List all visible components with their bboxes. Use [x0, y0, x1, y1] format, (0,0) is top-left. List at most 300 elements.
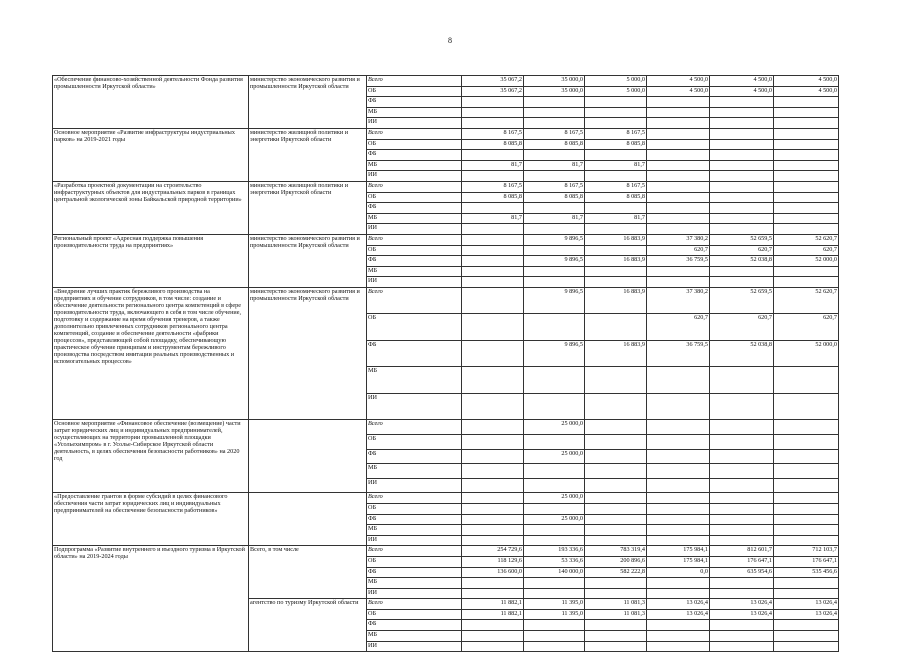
funding-source: Всего	[367, 234, 462, 245]
amount-cell	[774, 213, 839, 224]
amount-cell	[710, 514, 774, 525]
responsible-executor: министерство жилищной политики и энергетики Иркутской области	[249, 128, 367, 181]
amount-cell	[710, 503, 774, 514]
amount-cell	[647, 420, 710, 435]
responsible-executor: министерство экономического развития и промышленности Иркутской области	[249, 76, 367, 129]
amount-cell	[710, 139, 774, 150]
amount-cell	[647, 588, 710, 599]
amount-cell: 4 500,0	[647, 76, 710, 87]
amount-cell: 11 882,1	[462, 599, 524, 610]
funding-source: ОБ	[367, 86, 462, 97]
amount-cell: 118 129,6	[462, 556, 524, 567]
amount-cell	[647, 107, 710, 118]
amount-cell	[647, 367, 710, 394]
amount-cell	[774, 393, 839, 420]
funding-source: Всего	[367, 599, 462, 610]
amount-cell: 81,7	[462, 213, 524, 224]
amount-cell: 11 081,3	[585, 609, 647, 620]
amount-cell	[647, 181, 710, 192]
amount-cell: 13 026,4	[710, 599, 774, 610]
amount-cell: 35 000,0	[524, 76, 585, 87]
amount-cell	[774, 525, 839, 536]
amount-cell: 9 896,5	[524, 234, 585, 245]
amount-cell	[774, 203, 839, 214]
funding-source: МБ	[367, 578, 462, 589]
amount-cell	[710, 181, 774, 192]
amount-cell	[462, 535, 524, 546]
funding-source: ИИ	[367, 224, 462, 235]
amount-cell	[647, 171, 710, 182]
amount-cell: 620,7	[774, 314, 839, 341]
amount-cell: 52 620,7	[774, 287, 839, 314]
amount-cell: 635 954,6	[710, 567, 774, 578]
responsible-executor	[249, 420, 367, 493]
amount-cell	[462, 493, 524, 504]
amount-cell: 13 026,4	[647, 609, 710, 620]
amount-cell	[462, 245, 524, 256]
table-row	[53, 546, 839, 557]
amount-cell: 254 729,6	[462, 546, 524, 557]
amount-cell	[647, 277, 710, 288]
amount-cell	[774, 620, 839, 631]
amount-cell	[585, 514, 647, 525]
amount-cell	[585, 266, 647, 277]
amount-cell	[462, 277, 524, 288]
amount-cell	[462, 367, 524, 394]
funding-source: ОБ	[367, 192, 462, 203]
amount-cell	[710, 277, 774, 288]
amount-cell	[774, 118, 839, 129]
amount-cell: 25 000,0	[524, 420, 585, 435]
amount-cell: 25 000,0	[524, 514, 585, 525]
amount-cell	[710, 525, 774, 536]
amount-cell	[647, 150, 710, 161]
amount-cell	[647, 514, 710, 525]
amount-cell: 52 659,5	[710, 234, 774, 245]
amount-cell	[774, 493, 839, 504]
amount-cell	[524, 171, 585, 182]
amount-cell	[585, 277, 647, 288]
amount-cell	[774, 277, 839, 288]
amount-cell	[585, 420, 647, 435]
amount-cell: 13 026,4	[774, 609, 839, 620]
funding-source: ОБ	[367, 503, 462, 514]
amount-cell	[585, 493, 647, 504]
amount-cell	[585, 588, 647, 599]
funding-source: ИИ	[367, 535, 462, 546]
amount-cell	[462, 503, 524, 514]
amount-cell: 16 883,9	[585, 256, 647, 267]
amount-cell	[524, 97, 585, 108]
funding-source: ИИ	[367, 641, 462, 652]
amount-cell	[524, 641, 585, 652]
amount-cell	[585, 464, 647, 479]
amount-cell	[774, 150, 839, 161]
amount-cell: 52 038,8	[710, 256, 774, 267]
funding-source: Всего	[367, 76, 462, 87]
amount-cell: 81,7	[524, 160, 585, 171]
amount-cell	[585, 393, 647, 420]
amount-cell	[647, 139, 710, 150]
amount-cell: 11 395,0	[524, 609, 585, 620]
amount-cell	[462, 234, 524, 245]
page-number: 8	[448, 36, 452, 45]
amount-cell	[710, 224, 774, 235]
amount-cell	[647, 192, 710, 203]
amount-cell: 4 500,0	[710, 76, 774, 87]
amount-cell: 25 000,0	[524, 493, 585, 504]
amount-cell	[524, 314, 585, 341]
amount-cell	[462, 287, 524, 314]
amount-cell: 8 167,5	[524, 181, 585, 192]
amount-cell	[710, 588, 774, 599]
amount-cell: 81,7	[585, 160, 647, 171]
amount-cell: 812 601,7	[710, 546, 774, 557]
responsible-executor: министерство экономического развития и промышленности Иркутской области	[249, 287, 367, 420]
amount-cell: 37 380,2	[647, 234, 710, 245]
amount-cell	[585, 245, 647, 256]
amount-cell	[585, 434, 647, 449]
amount-cell	[710, 213, 774, 224]
amount-cell: 36 759,5	[647, 340, 710, 367]
amount-cell: 175 984,1	[647, 556, 710, 567]
amount-cell	[774, 503, 839, 514]
amount-cell	[524, 464, 585, 479]
amount-cell	[647, 213, 710, 224]
amount-cell	[774, 171, 839, 182]
amount-cell	[524, 535, 585, 546]
funding-source: ФБ	[367, 150, 462, 161]
amount-cell	[710, 150, 774, 161]
amount-cell	[585, 620, 647, 631]
amount-cell	[524, 118, 585, 129]
funding-source: Всего	[367, 287, 462, 314]
amount-cell: 9 896,5	[524, 287, 585, 314]
funding-source: ИИ	[367, 478, 462, 493]
amount-cell	[585, 107, 647, 118]
amount-cell	[647, 118, 710, 129]
amount-cell	[462, 256, 524, 267]
amount-cell	[462, 107, 524, 118]
amount-cell: 52 000,0	[774, 256, 839, 267]
amount-cell: 620,7	[647, 314, 710, 341]
amount-cell	[585, 118, 647, 129]
amount-cell: 4 500,0	[774, 76, 839, 87]
funding-source: ФБ	[367, 567, 462, 578]
amount-cell	[585, 150, 647, 161]
funding-source: ФБ	[367, 203, 462, 214]
amount-cell	[774, 535, 839, 546]
amount-cell	[585, 478, 647, 493]
amount-cell	[710, 620, 774, 631]
amount-cell	[710, 107, 774, 118]
amount-cell: 8 085,8	[462, 192, 524, 203]
amount-cell	[585, 535, 647, 546]
table-row	[53, 287, 839, 314]
funding-source: ФБ	[367, 256, 462, 267]
funding-source: ОБ	[367, 139, 462, 150]
amount-cell	[524, 393, 585, 420]
amount-cell: 176 647,1	[710, 556, 774, 567]
amount-cell: 193 336,6	[524, 546, 585, 557]
amount-cell	[647, 525, 710, 536]
funding-source: ОБ	[367, 434, 462, 449]
amount-cell: 13 026,4	[647, 599, 710, 610]
amount-cell	[585, 224, 647, 235]
amount-cell	[710, 266, 774, 277]
amount-cell	[774, 578, 839, 589]
funding-source: ОБ	[367, 609, 462, 620]
amount-cell	[774, 420, 839, 435]
amount-cell	[462, 478, 524, 493]
amount-cell	[710, 192, 774, 203]
amount-cell	[647, 464, 710, 479]
responsible-executor: министерство жилищной политики и энергетики Иркутской области	[249, 181, 367, 234]
amount-cell	[647, 578, 710, 589]
amount-cell	[774, 224, 839, 235]
amount-cell	[774, 266, 839, 277]
amount-cell: 136 600,0	[462, 567, 524, 578]
amount-cell	[774, 449, 839, 464]
amount-cell	[774, 97, 839, 108]
amount-cell: 52 620,7	[774, 234, 839, 245]
table-row	[53, 128, 839, 139]
amount-cell	[710, 578, 774, 589]
amount-cell	[774, 128, 839, 139]
amount-cell	[710, 367, 774, 394]
amount-cell	[462, 578, 524, 589]
amount-cell: 81,7	[462, 160, 524, 171]
amount-cell: 16 883,9	[585, 340, 647, 367]
amount-cell	[462, 641, 524, 652]
amount-cell	[774, 514, 839, 525]
amount-cell: 11 395,0	[524, 599, 585, 610]
funding-source: Всего	[367, 181, 462, 192]
activity-description: Подпрограмма «Развитие внутреннего и въездного туризма в Иркутской области» на 2019-2024 годы	[53, 546, 249, 652]
funding-source: ИИ	[367, 277, 462, 288]
amount-cell	[524, 203, 585, 214]
amount-cell: 620,7	[774, 245, 839, 256]
amount-cell: 11 882,1	[462, 609, 524, 620]
amount-cell	[774, 434, 839, 449]
table-row	[53, 493, 839, 504]
amount-cell: 81,7	[585, 213, 647, 224]
activity-description: Основное мероприятие «Финансовое обеспечение (возмещение) части затрат юридических лиц и индивидуальных предпринимателей, осуществляющих на территории промышленной площадки «Усольехимпром» в г. Усолье-Сибирское Иркутской области деятельность, в целях обеспечения безопасности работников» на 2020 год	[53, 420, 249, 493]
amount-cell: 8 167,5	[585, 181, 647, 192]
amount-cell	[710, 420, 774, 435]
amount-cell: 620,7	[710, 245, 774, 256]
amount-cell: 16 883,9	[585, 287, 647, 314]
amount-cell: 11 081,3	[585, 599, 647, 610]
amount-cell	[585, 171, 647, 182]
amount-cell	[647, 203, 710, 214]
responsible-executor: Всего, в том числе	[249, 546, 367, 599]
amount-cell	[462, 150, 524, 161]
amount-cell	[462, 118, 524, 129]
funding-source: МБ	[367, 266, 462, 277]
amount-cell: 8 085,8	[585, 139, 647, 150]
amount-cell	[462, 393, 524, 420]
amount-cell: 81,7	[524, 213, 585, 224]
amount-cell	[524, 588, 585, 599]
funding-source: ИИ	[367, 588, 462, 599]
amount-cell	[647, 97, 710, 108]
amount-cell	[710, 203, 774, 214]
amount-cell: 37 380,2	[647, 287, 710, 314]
activity-description: «Обеспечение финансово-хозяйственной деятельности Фонда развития промышленности Иркутской области»	[53, 76, 249, 129]
amount-cell	[774, 181, 839, 192]
amount-cell: 13 026,4	[710, 609, 774, 620]
amount-cell	[524, 578, 585, 589]
amount-cell	[524, 224, 585, 235]
amount-cell	[585, 367, 647, 394]
amount-cell	[647, 503, 710, 514]
funding-source: МБ	[367, 367, 462, 394]
amount-cell	[710, 393, 774, 420]
amount-cell: 35 067,2	[462, 76, 524, 87]
responsible-executor: агентство по туризму Иркутской области	[249, 599, 367, 652]
funding-source: ОБ	[367, 556, 462, 567]
table-row	[53, 181, 839, 192]
funding-source: ФБ	[367, 514, 462, 525]
table-row	[53, 420, 839, 435]
amount-cell	[524, 107, 585, 118]
amount-cell	[462, 525, 524, 536]
amount-cell: 5 000,0	[585, 86, 647, 97]
amount-cell	[585, 449, 647, 464]
amount-cell: 35 067,2	[462, 86, 524, 97]
funding-source: ОБ	[367, 245, 462, 256]
amount-cell: 36 759,5	[647, 256, 710, 267]
amount-cell	[710, 171, 774, 182]
amount-cell: 140 000,0	[524, 567, 585, 578]
amount-cell: 176 647,1	[774, 556, 839, 567]
activity-description: «Разработка проектной документации на строительство инфраструктурных объектов для индустриальных парков в границах центральной экологической зоны Байкальской природной территории»	[53, 181, 249, 234]
amount-cell	[524, 245, 585, 256]
amount-cell	[462, 434, 524, 449]
amount-cell	[774, 641, 839, 652]
funding-source: ИИ	[367, 118, 462, 129]
amount-cell	[462, 464, 524, 479]
amount-cell	[774, 107, 839, 118]
amount-cell	[647, 160, 710, 171]
amount-cell	[647, 449, 710, 464]
amount-cell	[462, 203, 524, 214]
amount-cell	[647, 620, 710, 631]
responsible-executor: министерство экономического развития и промышленности Иркутской области	[249, 234, 367, 287]
amount-cell	[462, 588, 524, 599]
funding-source: ФБ	[367, 620, 462, 631]
amount-cell	[647, 535, 710, 546]
amount-cell: 16 883,9	[585, 234, 647, 245]
amount-cell	[524, 620, 585, 631]
activity-description: Основное мероприятие «Развитие инфраструктуры индустриальных парков» на 2019-2021 годы	[53, 128, 249, 181]
amount-cell	[462, 340, 524, 367]
amount-cell	[585, 641, 647, 652]
table-row	[53, 234, 839, 245]
amount-cell: 783 319,4	[585, 546, 647, 557]
funding-source: Всего	[367, 128, 462, 139]
funding-source: Всего	[367, 546, 462, 557]
amount-cell	[710, 641, 774, 652]
amount-cell	[647, 266, 710, 277]
amount-cell	[710, 493, 774, 504]
amount-cell: 9 896,5	[524, 256, 585, 267]
amount-cell	[585, 525, 647, 536]
amount-cell	[774, 464, 839, 479]
amount-cell: 4 500,0	[774, 86, 839, 97]
funding-source: ФБ	[367, 97, 462, 108]
amount-cell	[774, 160, 839, 171]
funding-source: Всего	[367, 493, 462, 504]
amount-cell	[647, 434, 710, 449]
amount-cell: 52 659,5	[710, 287, 774, 314]
amount-cell	[462, 97, 524, 108]
amount-cell	[647, 393, 710, 420]
amount-cell: 712 103,7	[774, 546, 839, 557]
funding-source: МБ	[367, 107, 462, 118]
amount-cell	[524, 478, 585, 493]
amount-cell	[585, 203, 647, 214]
amount-cell: 8 085,8	[524, 192, 585, 203]
amount-cell	[524, 434, 585, 449]
funding-source: МБ	[367, 631, 462, 642]
amount-cell	[524, 367, 585, 394]
activity-description: «Внедрение лучших практик бережливого производства на предприятиях и обучение сотрудников, в том числе: создание и обеспечение деятельности регионального центра компетенций в сфере производительности труда, включающего в себя в том числе обучение, подготовку и содержание на время обучения тренеров, а также дополнительно привлеченных сотрудников регионального центра компетенций, создание и обеспечение деятельности «фабрики процессов», представляющей собой площадку, обеспечивающую практическое обучение принципам и инструментам бережливого производства посредством имитации реальных производственных и вспомогательных процессов»	[53, 287, 249, 420]
amount-cell	[585, 578, 647, 589]
amount-cell	[524, 277, 585, 288]
amount-cell: 5 000,0	[585, 76, 647, 87]
amount-cell	[774, 139, 839, 150]
funding-source: ОБ	[367, 314, 462, 341]
amount-cell	[710, 464, 774, 479]
amount-cell	[462, 514, 524, 525]
funding-source: МБ	[367, 213, 462, 224]
amount-cell	[647, 224, 710, 235]
activity-description: «Предоставление грантов в форме субсидий в целях финансового обеспечения части затрат юридических лиц и индивидуальных предпринимателей на обеспечение безопасности работников»	[53, 493, 249, 546]
amount-cell: 535 456,6	[774, 567, 839, 578]
amount-cell	[462, 224, 524, 235]
amount-cell: 8 167,5	[585, 128, 647, 139]
amount-cell: 8 167,5	[524, 128, 585, 139]
amount-cell	[710, 535, 774, 546]
amount-cell	[462, 171, 524, 182]
amount-cell	[710, 434, 774, 449]
amount-cell: 175 984,1	[647, 546, 710, 557]
budget-table	[52, 75, 839, 652]
amount-cell: 52 000,0	[774, 340, 839, 367]
amount-cell	[585, 314, 647, 341]
funding-source: ФБ	[367, 449, 462, 464]
amount-cell	[710, 118, 774, 129]
amount-cell: 0,0	[647, 567, 710, 578]
amount-cell	[462, 620, 524, 631]
funding-source: МБ	[367, 464, 462, 479]
amount-cell: 8 167,5	[462, 128, 524, 139]
amount-cell	[647, 478, 710, 493]
amount-cell	[647, 493, 710, 504]
amount-cell	[774, 192, 839, 203]
amount-cell: 9 896,5	[524, 340, 585, 367]
amount-cell	[710, 449, 774, 464]
amount-cell: 4 500,0	[710, 86, 774, 97]
amount-cell	[462, 266, 524, 277]
amount-cell	[585, 97, 647, 108]
amount-cell: 200 896,6	[585, 556, 647, 567]
amount-cell: 53 336,6	[524, 556, 585, 567]
funding-source: ИИ	[367, 393, 462, 420]
funding-source: ФБ	[367, 340, 462, 367]
